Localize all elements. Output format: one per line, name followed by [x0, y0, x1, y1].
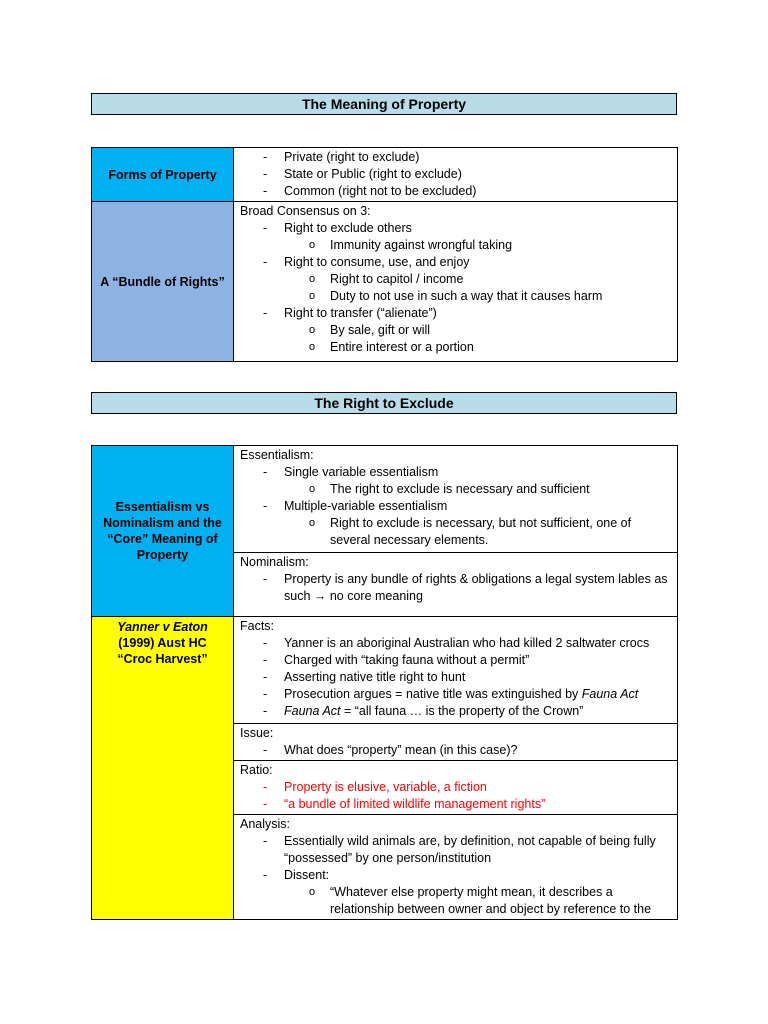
line-text — [284, 498, 671, 515]
text: Right to consume, use, and enjoy — [284, 255, 470, 269]
table-row — [92, 148, 678, 202]
right-to-exclude-table — [91, 445, 678, 920]
text: Right to exclude others — [284, 221, 412, 235]
text: Property is any bundle of rights & obligations a legal system lables as such → no core meaning — [284, 572, 668, 603]
text: “a bundle of limited wildlife management rights” — [284, 797, 546, 811]
row-content-bundle-of-rights — [234, 202, 678, 362]
bullet-item — [240, 166, 671, 183]
line-text — [284, 779, 671, 796]
sub-bullet-item — [240, 481, 671, 498]
bullet-item — [240, 703, 671, 720]
case-court: (1999) Aust HC — [118, 636, 207, 650]
cell-lines — [234, 202, 677, 357]
line-text — [240, 555, 309, 569]
row-content-analysis — [234, 815, 678, 920]
line-text — [284, 703, 671, 720]
row-label-yanner-v-eaton — [92, 617, 234, 920]
dash-marker: - — [263, 743, 268, 757]
text: Right to exclude is necessary, but not sufficient, one of several necessary elements. — [330, 516, 632, 547]
bullet-item — [240, 220, 671, 237]
row-content-ratio — [234, 761, 678, 815]
bullet-item — [240, 498, 671, 515]
cell-heading — [240, 725, 671, 742]
text: Common (right not to be excluded) — [284, 184, 477, 198]
circle-bullet-icon: o — [309, 239, 316, 251]
text: What does “property” mean (in this case)? — [284, 743, 518, 757]
cell-lines — [234, 761, 677, 814]
sub-bullet-item — [240, 884, 671, 918]
text: Broad Consensus on 3: — [240, 204, 371, 218]
line-text — [284, 796, 671, 813]
text: Analysis: — [240, 817, 291, 831]
dash-marker: - — [263, 687, 268, 701]
dash-marker: - — [263, 572, 268, 586]
line-text — [284, 867, 671, 884]
text: Single variable essentialism — [284, 465, 439, 479]
italic-text: Fauna Act — [284, 704, 341, 718]
sub-bullet-item — [240, 322, 671, 339]
sub-bullet-item — [240, 271, 671, 288]
line-text — [240, 619, 274, 633]
row-label-essentialism: Essentialism vs Nominalism and the “Core” Meaning of Property — [92, 446, 234, 617]
circle-bullet-icon: o — [309, 483, 316, 495]
row-content-essentialism — [234, 446, 678, 553]
row-label-bundle-of-rights: A “Bundle of Rights” — [92, 202, 234, 362]
table-row — [92, 617, 678, 724]
bullet-item — [240, 686, 671, 703]
text: Property is elusive, variable, a fiction — [284, 780, 487, 794]
line-text — [330, 322, 671, 339]
row-content-nominalism — [234, 553, 678, 617]
line-text — [330, 339, 671, 356]
line-text — [284, 254, 671, 271]
bullet-item — [240, 867, 671, 884]
text: Multiple-variable essentialism — [284, 499, 448, 513]
cell-heading — [240, 618, 671, 635]
dash-marker: - — [263, 465, 268, 479]
cell-heading — [240, 816, 671, 833]
bullet-item — [240, 669, 671, 686]
dash-marker: - — [263, 780, 268, 794]
sub-bullet-item — [240, 515, 671, 549]
bullet-item — [240, 652, 671, 669]
bullet-item — [240, 183, 671, 200]
line-text — [284, 149, 671, 166]
text: Duty to not use in such a way that it causes harm — [330, 289, 603, 303]
row-content-facts — [234, 617, 678, 724]
line-text — [240, 763, 273, 777]
cell-lines — [234, 553, 677, 606]
cell-lines — [234, 148, 677, 201]
text: Yanner is an aboriginal Australian who had killed 2 saltwater crocs — [284, 636, 650, 650]
line-text — [284, 166, 671, 183]
line-text — [284, 742, 671, 759]
circle-bullet-icon: o — [309, 517, 316, 529]
line-text — [284, 652, 671, 669]
dash-marker: - — [263, 499, 268, 513]
text: Issue: — [240, 726, 274, 740]
cell-heading — [240, 554, 671, 571]
line-text — [240, 726, 273, 740]
circle-bullet-icon: o — [309, 886, 316, 898]
bullet-item — [240, 149, 671, 166]
sub-bullet-item — [240, 237, 671, 254]
line-text — [284, 669, 671, 686]
line-text — [240, 817, 290, 831]
text: Nominalism: — [240, 555, 309, 569]
line-text — [240, 448, 314, 462]
text: Immunity against wrongful taking — [330, 238, 513, 252]
dash-marker: - — [263, 653, 268, 667]
row-content-issue — [234, 724, 678, 761]
cell-lines — [234, 815, 677, 919]
section-title-meaning: The Meaning of Property — [91, 93, 677, 115]
line-text — [284, 571, 671, 605]
bullet-item — [240, 571, 671, 605]
bullet-item — [240, 254, 671, 271]
text: Ratio: — [240, 763, 273, 777]
case-name: Yanner v Eaton — [117, 620, 208, 634]
line-text — [284, 464, 671, 481]
line-text — [330, 481, 671, 498]
text: Essentially wild animals are, by definition, not capable of being fully “possessed” by one person/institution — [284, 834, 656, 865]
text: Private (right to exclude) — [284, 150, 420, 164]
dash-marker: - — [263, 670, 268, 684]
bullet-item — [240, 635, 671, 652]
bullet-item — [240, 305, 671, 322]
line-text — [330, 271, 671, 288]
line-text — [284, 833, 671, 867]
sub-bullet-item — [240, 339, 671, 356]
dash-marker: - — [263, 834, 268, 848]
bullet-item — [240, 833, 671, 867]
case-nickname: “Croc Harvest” — [117, 652, 208, 666]
text: Dissent: — [284, 868, 330, 882]
line-text — [284, 305, 671, 322]
section-title-right-to-exclude: The Right to Exclude — [91, 392, 677, 414]
circle-bullet-icon: o — [309, 341, 316, 353]
sub-bullet-item — [240, 288, 671, 305]
dash-marker: - — [263, 704, 268, 718]
text: Essentialism: — [240, 448, 314, 462]
line-text — [330, 288, 671, 305]
table-row — [92, 202, 678, 362]
text: Right to capitol / income — [330, 272, 464, 286]
bullet-item — [240, 742, 671, 759]
italic-text: Fauna Act — [581, 687, 639, 701]
row-content-forms-of-property — [234, 148, 678, 202]
row-label-forms-of-property: Forms of Property — [92, 148, 234, 202]
text: The right to exclude is necessary and sufficient — [330, 482, 590, 496]
text: Facts: — [240, 619, 275, 633]
circle-bullet-icon: o — [309, 290, 316, 302]
dash-marker: - — [263, 636, 268, 650]
dash-marker: - — [263, 797, 268, 811]
cell-heading — [240, 447, 671, 464]
text: State or Public (right to exclude) — [284, 167, 462, 181]
circle-bullet-icon: o — [309, 273, 316, 285]
bullet-item — [240, 779, 671, 796]
dash-marker: - — [263, 306, 268, 320]
line-text — [284, 183, 671, 200]
line-text — [330, 884, 671, 918]
text: Charged with “taking fauna without a permit” — [284, 653, 530, 667]
dash-marker: - — [263, 868, 268, 882]
text: By sale, gift or will — [330, 323, 431, 337]
line-text — [330, 237, 671, 254]
text: Asserting native title right to hunt — [284, 670, 466, 684]
dash-marker: - — [263, 150, 268, 164]
dash-marker: - — [263, 184, 268, 198]
line-text — [284, 220, 671, 237]
table-row — [92, 446, 678, 553]
text: Prosecution argues = native title was extinguished by — [284, 687, 582, 701]
cell-heading — [240, 762, 671, 779]
text: Entire interest or a portion — [330, 340, 474, 354]
dash-marker: - — [263, 221, 268, 235]
line-text — [284, 635, 671, 652]
bullet-item — [240, 464, 671, 481]
text: Right to transfer (“alienate”) — [284, 306, 437, 320]
dash-marker: - — [263, 167, 268, 181]
dash-marker: - — [263, 255, 268, 269]
text: = “all fauna … is the property of the Crown” — [340, 704, 584, 718]
line-text — [284, 686, 671, 703]
cell-heading — [240, 203, 671, 220]
text: “Whatever else property might mean, it describes a relationship between owner and object by reference to the — [330, 885, 652, 916]
cell-lines — [234, 724, 677, 760]
bullet-item — [240, 796, 671, 813]
cell-lines — [234, 446, 677, 550]
circle-bullet-icon: o — [309, 324, 316, 336]
line-text — [240, 204, 371, 218]
line-text — [330, 515, 671, 549]
cell-lines — [234, 617, 677, 721]
meaning-of-property-table — [91, 147, 678, 362]
